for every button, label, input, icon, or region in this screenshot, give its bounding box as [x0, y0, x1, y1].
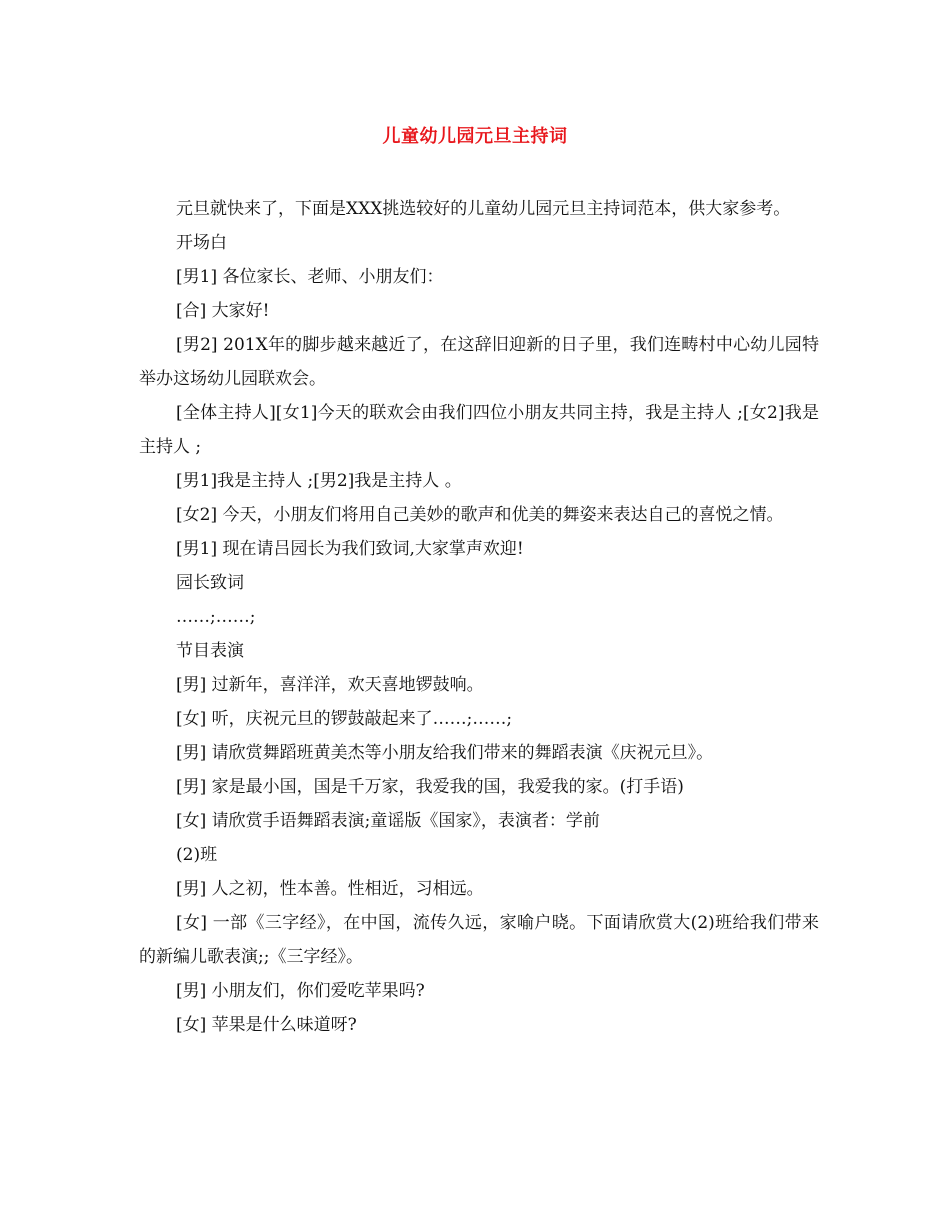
paragraph-principal-heading: 园长致词 [176, 573, 244, 593]
paragraph-line: [合] 大家好! [176, 301, 270, 321]
paragraph-line: [女2] 今天，小朋友们将用自己美妙的歌声和优美的舞姿来表达自己的喜悦之情。 [176, 505, 784, 525]
paragraph-line: [男1] 各位家长、老师、小朋友们： [176, 267, 444, 287]
paragraph-line: [女] 听，庆祝元旦的锣鼓敲起来了……;……; [176, 709, 513, 729]
paragraph-line: [男2] 201X年的脚步越来越近了，在这辞旧迎新的日子里，我们连畴村中心幼儿园特举办这场幼儿园联欢会。 [139, 335, 819, 389]
paragraph-ellipsis: ……;……; [176, 607, 256, 627]
paragraph-intro: 元旦就快来了，下面是XXX挑选较好的儿童幼儿园元旦主持词范本，供大家参考。 [176, 199, 791, 219]
paragraph-line: [男] 小朋友们，你们爱吃苹果吗? [176, 981, 425, 1001]
paragraph-program-heading: 节目表演 [176, 641, 244, 661]
paragraph-line: [男] 家是最小国，国是千万家，我爱我的国，我爱我的家。(打手语) [176, 777, 684, 797]
document-title: 儿童幼儿园元旦主持词 [382, 126, 568, 147]
paragraph-line: (2)班 [176, 845, 218, 865]
paragraph-line: [女] 一部《三字经》，在中国，流传久远，家喻户晓。下面请欣赏大(2)班给我们带来的新编儿歌表演;;《三字经》。 [139, 913, 819, 967]
paragraph-opening-heading: 开场白 [176, 233, 227, 253]
paragraph-line: [女] 苹果是什么味道呀? [176, 1015, 357, 1035]
paragraph-line: [男] 过新年，喜洋洋，欢天喜地锣鼓响。 [176, 675, 484, 695]
paragraph-line: [男1] 现在请吕园长为我们致词,大家掌声欢迎! [176, 539, 524, 559]
paragraph-line: [女] 请欣赏手语舞蹈表演;童谣版《国家》，表演者：学前 [176, 811, 600, 831]
document-body [139, 192, 819, 1042]
paragraph-line: [男] 请欣赏舞蹈班黄美杰等小朋友给我们带来的舞蹈表演《庆祝元旦》。 [176, 743, 714, 763]
paragraph-line: [男1]我是主持人 ;[男2]我是主持人 。 [176, 471, 462, 491]
paragraph-line: [全体主持人][女1]今天的联欢会由我们四位小朋友共同主持，我是主持人 ;[女2]我是主持人 ; [139, 403, 819, 457]
paragraph-line: [男] 人之初，性本善。性相近，习相远。 [176, 879, 484, 899]
